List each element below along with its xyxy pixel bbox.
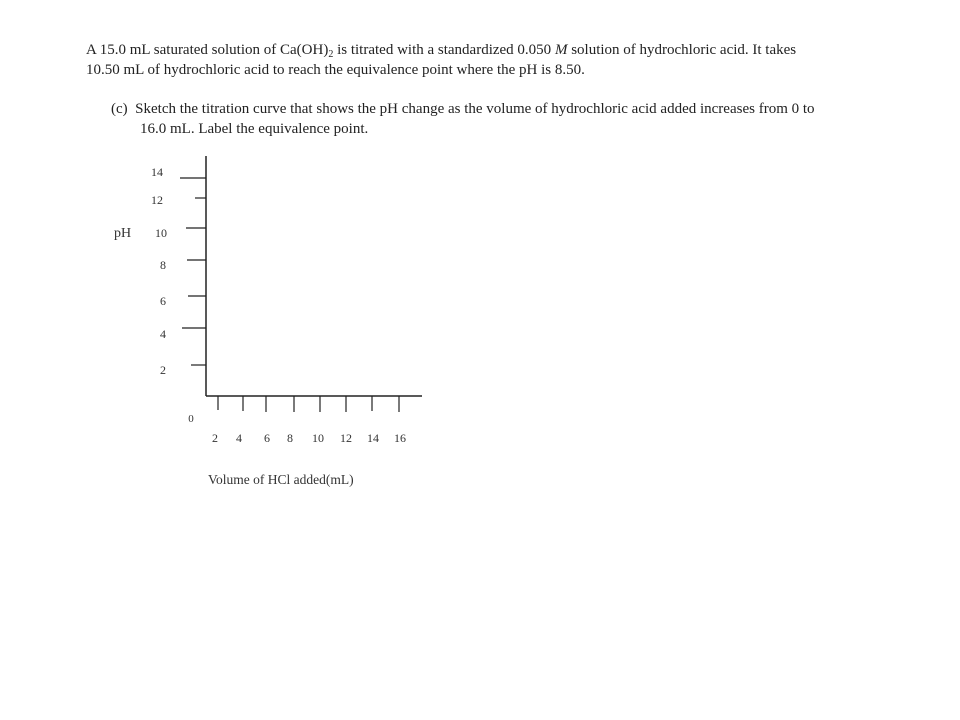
molarity-unit: M (554, 42, 568, 58)
x-tick-label: 14 (367, 431, 379, 445)
part-label: (c) (111, 101, 128, 117)
y-tick-label: 8 (160, 258, 166, 272)
y-tick-label: 2 (160, 363, 166, 377)
x-tick-label: 2 (212, 431, 218, 445)
x-axis-label: Volume of HCl added(mL) (208, 472, 354, 487)
x-tick-label: 16 (394, 431, 406, 445)
y-axis-label: pH (114, 226, 132, 241)
x-tick-label: 10 (312, 431, 324, 445)
x-tick-label: 8 (287, 431, 293, 445)
y-tick-label: 6 (160, 294, 166, 308)
x-tick-label: 6 (264, 431, 270, 445)
subscript-2: 2 (328, 49, 334, 60)
part-c-line-2: 16.0 mL. Label the equivalence point. (140, 121, 369, 137)
problem-line-2: 10.50 mL of hydrochloric acid to reach the equivalence point where the pH is 8.50. (86, 62, 585, 78)
y-ticks (180, 178, 206, 365)
part-c-line-1: (c) Sketch the titration curve that shows the pH change as the volume of hydrochloric acid added increases from 0 to (111, 101, 815, 117)
y-tick-label: 4 (160, 327, 166, 341)
problem-line-1: A 15.0 mL saturated solution of $Ca(OH)_2$ is titrated with a standardized 0.050 M solution of hydrochloric acid. It takes (86, 42, 797, 60)
origin-label: 0 (188, 413, 194, 425)
x-ticks (218, 396, 399, 412)
y-tick-label: 12 (151, 193, 163, 207)
y-tick-label: 14 (151, 165, 163, 179)
x-tick-label: 4 (236, 431, 242, 445)
x-tick-label: 12 (340, 431, 352, 445)
y-tick-label: 10 (155, 226, 167, 240)
